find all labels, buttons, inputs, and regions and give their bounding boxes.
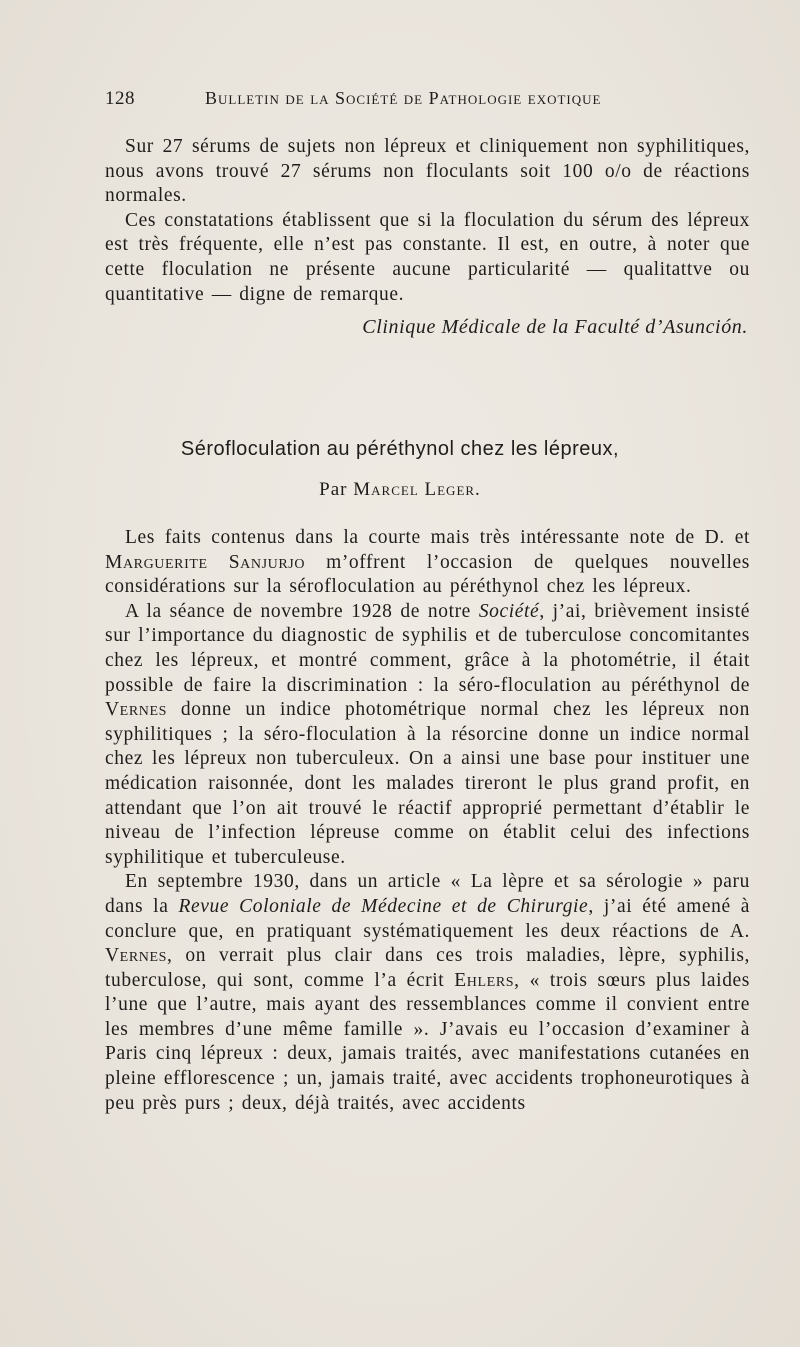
running-title: Bulletin de la Société de Pathologie exotique [205, 88, 602, 108]
paragraph: Sur 27 sérums de sujets non lépreux et cliniquement non syphilitiques, nous avons trouvé 27 sérums non floculants soit 100 o/o de réactions normales. [105, 136, 750, 207]
text-run: , j’ai, brièvement insisté sur l’importance du diagnostic de syphilis et de tuberculose concomitantes chez les lépreux, et montré comment, grâce à la photométrie, il était possible de faire la discrimination : la séro-floculation au péréthynol de [105, 600, 751, 696]
article-title: Sérofloculation au péréthynol chez les lépreux, [180, 438, 620, 460]
journal-title: Revue Coloniale de Médecine et de Chirurgie [178, 895, 589, 917]
text-run: m’offrent l’occasion de quelques nouvelles considérations sur la sérofloculation au péréthynol chez les lépreux. [105, 551, 750, 598]
text-run: donne un indice photométrique normal chez les lépreux non syphilitiques ; la séro-floculation à la résorcine donne un indice normal chez les lépreux non tuberculeux. On a ainsi une base pour instituer une médication raisonnée, dont les malades tireront le plus grand profit, en attendant que l’on ait trouvé le réactif approprié permettant d’établir le niveau de l’infection lépreuse comme on établit celui des infections syphilitique et tuberculeuse. [105, 699, 750, 868]
author-name: Vernes [105, 699, 168, 721]
page-number: 128 [105, 88, 135, 109]
article-signature: Clinique Médicale de la Faculté d’Asunción. [362, 316, 748, 338]
author-name: Marguerite Sanjurjo [105, 551, 306, 573]
text-run: A la séance de novembre 1928 de notre [125, 600, 479, 622]
page-header [105, 88, 745, 116]
text-run: , j’ai été amené à conclure que, en pratiquant systématiquement les deux réactions de A. [105, 895, 750, 942]
byline-author: Marcel Leger. [353, 479, 481, 500]
byline-prefix: Par [319, 479, 354, 500]
author-name: Ehlers [454, 969, 515, 991]
article-byline [0, 479, 800, 501]
paragraph [105, 526, 750, 600]
previous-article-ending [105, 135, 750, 307]
article-body [105, 526, 750, 1116]
text-run: Les faits contenus dans la courte mais très intéressante note de D. et [125, 527, 750, 548]
text-run: , on verrait plus clair dans ces trois maladies, lèpre, syphilis, tuberculose, qui sont, comme l’a écrit [105, 945, 750, 991]
author-name: Vernes [105, 945, 168, 967]
paragraph: Ces constatations établissent que si la floculation du sérum des lépreux est très fréquente, elle n’est pas constante. Il est, en outre, à noter que cette floculation ne présente aucune particularité — qualitattve ou quantitative — digne de remarque. [105, 209, 750, 305]
text-run: En septembre 1930, dans un article « La lèpre et sa sérologie » paru dans la [105, 871, 750, 917]
paragraph [105, 870, 750, 1116]
text-run: , « trois sœurs plus laides l’une que l’autre, mais ayant des ressemblances comme il convient entre les membres d’une même famille ». J’avais eu l’occasion d’examiner à Paris cinq lépreux : deux, jamais traités, avec manifestations cutanées en pleine efflorescence ; un, jamais traité, avec accidents trophoneurotiques à peu près purs ; deux, déjà traités, avec accidents [105, 969, 750, 1114]
emphasis: Société [478, 600, 540, 622]
paragraph [105, 600, 750, 871]
